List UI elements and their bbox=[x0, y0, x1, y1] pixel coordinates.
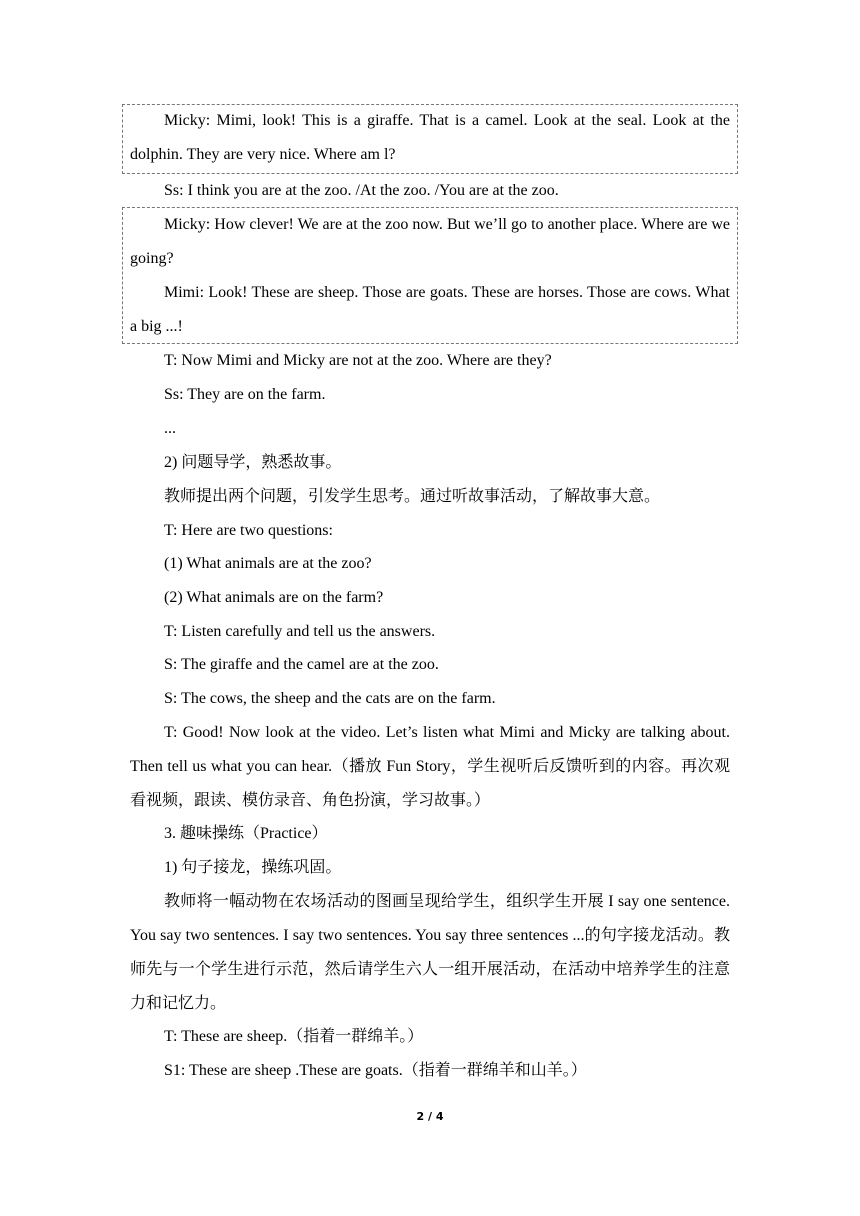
page-number: 2 / 4 bbox=[416, 1110, 444, 1123]
step1-description: 教师将一幅动物在农场活动的图画呈现给学生，组织学生开展 I say one sentence. You say two sentences. I say two sentences. You say three sentences ...的句字接龙活动。教师先与一个学生进行示范，然后请学生六人一组开展活动，在活动中培养学生的注意力和记忆力。 bbox=[130, 893, 730, 1012]
teacher-video-instruction: T: Good! Now look at the video. Let’s listen what Mimi and Micky are talking about. Then tell us what you can hear.（播放 Fun Story，学生视听后反馈听到的内容。再次观看视频，跟读、模仿录音、角色扮演，学习故事。） bbox=[130, 724, 730, 809]
teacher-where-question: T: Now Mimi and Micky are not at the zoo. Where are they? bbox=[164, 352, 552, 369]
teacher-listen: T: Listen carefully and tell us the answers. bbox=[164, 623, 436, 640]
ss-zoo-reply: Ss: I think you are at the zoo. /At the zoo. /You are at the zoo. bbox=[164, 182, 559, 199]
micky-zoo-dialogue: Micky: Mimi, look! This is a giraffe. That is a camel. Look at the seal. Look at the dolphin. They are very nice. Where am l? bbox=[130, 112, 730, 163]
student-farm-answer: S: The cows, the sheep and the cats are on the farm. bbox=[164, 690, 496, 707]
step2-heading: 2) 问题导学，熟悉故事。 bbox=[164, 454, 342, 471]
question-1: (1) What animals are at the zoo? bbox=[164, 555, 372, 572]
section-3-heading: 3. 趣味操练（Practice） bbox=[164, 825, 328, 842]
teacher-sheep: T: These are sheep.（指着一群绵羊。） bbox=[164, 1028, 424, 1045]
step2-description: 教师提出两个问题，引发学生思考。通过听故事活动，了解故事大意。 bbox=[164, 488, 661, 505]
ellipsis-line: ... bbox=[164, 420, 176, 437]
mimi-farm-dialogue: Mimi: Look! These are sheep. Those are goats. These are horses. Those are cows. What a big ...! bbox=[130, 284, 730, 335]
teacher-two-questions: T: Here are two questions: bbox=[164, 522, 333, 539]
student-zoo-answer: S: The giraffe and the camel are at the zoo. bbox=[164, 656, 439, 673]
ss-farm-reply: Ss: They are on the farm. bbox=[164, 386, 326, 403]
micky-clever-dialogue: Micky: How clever! We are at the zoo now. But we’ll go to another place. Where are we going? bbox=[130, 216, 730, 267]
s1-sheep-goats: S1: These are sheep .These are goats.（指着一群绵羊和山羊。） bbox=[164, 1062, 587, 1079]
step1-heading: 1) 句子接龙，操练巩固。 bbox=[164, 859, 342, 876]
question-2: (2) What animals are on the farm? bbox=[164, 589, 384, 606]
